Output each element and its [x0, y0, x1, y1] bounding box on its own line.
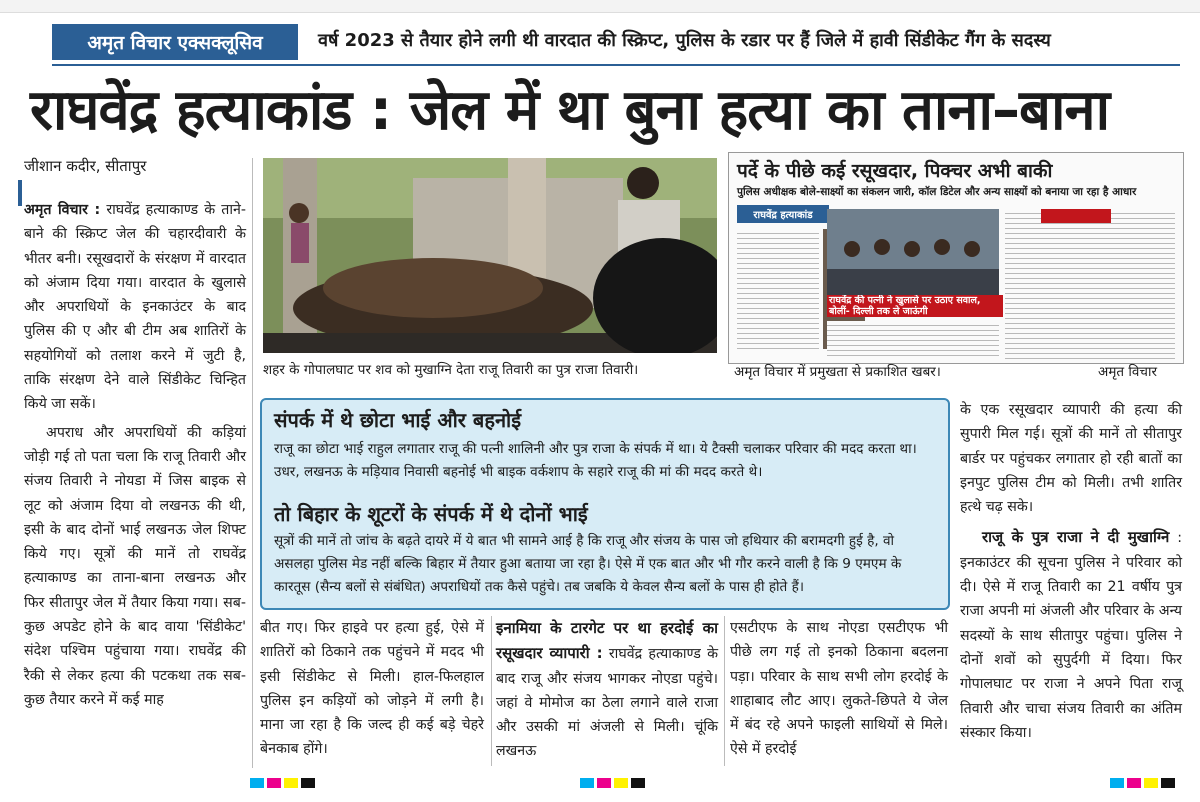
kicker-line: वर्ष 2023 से तैयार होने लगी थी वारदात की स्क्रिप्ट, पुलिस के रडार पर हैं जिले में हावी सिंडीकेट गैंग के सदस्य — [318, 30, 1051, 51]
main-headline: राघवेंद्र हत्याकांड : जेल में था बुना हत्या का ताना–बाना — [30, 78, 1110, 143]
article-column-1 — [24, 198, 246, 712]
col3-subhead: इनामिया के टारगेट पर था हरदोई का रसूखदार व्यापारी : — [496, 619, 718, 663]
clipping-credit: अमृत विचार — [1098, 364, 1157, 380]
box-heading-1: संपर्क में थे छोटा भाई और बहनोई — [274, 408, 522, 432]
clipping-inner-headline: राघवेंद्र की पत्नी ने खुलासे पर उठाए सवाल, बोलीं- दिल्ली तक ले जाऊंगी — [827, 295, 1003, 317]
col5-top: के एक रसूखदार व्यापारी की हत्या की सुपारी मिल गई। सूत्रों की मानें तो सीतापुर बार्डर पर पहुंचकर लगातार हो रही बातों का इनपुट पुलिस टीम को मिली। तभी शातिर हत्थे चढ़ सके। — [960, 402, 1182, 516]
column-rule — [252, 158, 253, 768]
byline: जीशान कदीर, सीतापुर — [24, 157, 147, 175]
col5-text: : इनकाउंटर की सूचना पुलिस ने परिवार को दी। ऐसे में राजू तिवारी का 21 वर्षीय पुत्र राजा अपनी मां अंजली और परिवार के अन्य सदस्यों के साथ सीतापुर पहुंचा। पुलिस ने दोनों शवों को सुपुर्दगी में दिया। फिर गोपालघाट पर राजा ने अपने पिता राजू तिवारी और चाचा संजय तिवारी का अंतिम संस्कार किया। — [960, 530, 1182, 741]
exclusive-tag: अमृत विचार एक्सक्लूसिव — [52, 24, 298, 60]
photo-caption: शहर के गोपालघाट पर शव को मुखाग्नि देता राजू तिवारी का पुत्र राजा तिवारी। — [263, 362, 639, 378]
registration-marks-right — [1110, 778, 1175, 788]
top-strip — [0, 0, 1200, 13]
article-column-4: एसटीएफ के साथ नोएडा एसटीएफ भी पीछे लग गई तो इनको ठिकाना बदलना पड़ा। परिवार के साथ सभी लोग हरदोई के शाहाबाद लौट आए। लुकते-छिपते ये जेल में बंद रहे अपने फाइली साथियों से मिले। ऐसे में हरदोई — [730, 620, 948, 758]
clipping-text-3 — [1005, 209, 1175, 359]
clipping-photo-illustration — [827, 209, 999, 305]
photo-illustration — [263, 158, 717, 353]
edge-mark — [18, 180, 22, 206]
col1-para-1: राघवेंद्र हत्याकाण्ड के ताने-बाने की स्क्रिप्ट जेल की चहारदीवारी के भीतर बनी। रसूखदारों के संरक्षण में वारदात को अंजाम दिया गया। वारदात के खुलासे और अपराधियों के इनकाउंटर के बाद पुलिस की ए और बी टीम अब शातिरों के सहयोगियों को तलाश करने में जुटी है, ताकि संरक्षण देने वाले सिंडीकेट चिन्हित किये जा सकें। — [24, 202, 247, 413]
info-box — [260, 398, 950, 610]
clipping-subhead: पुलिस अधीक्षक बोले-साक्ष्यों का संकलन जारी, कॉल डिटेल और अन्य साक्ष्यों को बनाया जा रहा है आधार — [737, 186, 1137, 198]
clipping-photo — [827, 209, 999, 305]
article-column-3 — [496, 616, 718, 764]
clipping-headline: पर्दे के पीछे कई रसूखदार, पिक्चर अभी बाकी — [737, 160, 1053, 182]
kicker-rule — [52, 64, 1180, 66]
clipping-text-1 — [737, 229, 819, 349]
box-text-1: राजू का छोटा भाई राहुल लगातार राजू की पत्नी शालिनी और पुत्र राजा के संपर्क में था। ये टैक्सी चलाकर परिवार की मदद करता था। उधर, लखनऊ के मड़ियाव निवासी बहनोई भी बाइक वर्कशाप के सहारे राजू की मां की मदद करते थे। — [274, 441, 917, 480]
lead-label: अमृत विचार : — [24, 202, 101, 218]
col3-text: राघवेंद्र हत्याकाण्ड के बाद राजू और संजय भागकर नोएडा पहुंचे। जहां वे मोमोज का ठेला लगाने वाले राजा और उसकी मां अंजली से मिली। चूंकि लखनऊ — [496, 646, 719, 760]
registration-marks-left — [250, 778, 315, 788]
article-column-5 — [960, 398, 1182, 745]
clipping-caption: अमृत विचार में प्रमुखता से प्रकाशित खबर। — [734, 364, 941, 380]
col5-subhead: राजू के पुत्र राजा ने दी मुखाग्नि — [982, 528, 1170, 547]
article-column-2: बीत गए। फिर हाइवे पर हत्या हुई, ऐसे में शातिरों को ठिकाने तक पहुंचने में मदद भी इसी सिंडीकेट से मिली। हाल-फिलहाल पुलिस इन कड़ियों को जोड़ने में लगी है। माना जा रहा है कि जल्द ही कई बड़े चेहरे बेनकाब होंगे। — [260, 620, 484, 758]
box-heading-2: तो बिहार के शूटरों के संपर्क में थे दोनों भाई — [274, 502, 588, 526]
registration-marks-center — [580, 778, 645, 788]
clipping-red-tag — [1041, 209, 1111, 223]
clipping-text-2 — [827, 321, 999, 359]
box-text-2: सूत्रों की मानें तो जांच के बढ़ते दायरे में ये बात भी सामने आई है कि राजू और संजय के पास जो हथियार की बरामदगी हुई है, वो असलहा पुलिस मेड नहीं बल्कि बिहार में तैयार हुआ बताया जा रहा है। ऐसे में एक बात और भी गौर करने वाली है कि 9 एमएम के कारतूस (सैन्य बलों से संबंधित) अपराधियों तक कैसे पहुंचे। तब जबकि ये केवल सैन्य बलों के पास ही होते हैं। — [274, 533, 902, 595]
column-rule — [491, 616, 492, 766]
column-rule — [724, 616, 725, 766]
col1-para-2: अपराध और अपराधियों की कड़ियां जोड़ी गई तो पता चला कि राजू तिवारी और संजय तिवारी ने नोयडा में जिस बाइक से लूट को अंजाम दिया वो लखनऊ की थी, इसी के बाद दोनों भाई लखनऊ जेल शिफ्ट किये गए। सूत्रों की मानें तो राघवेंद्र हत्याकाण्ड का ताना-बाना लखनऊ और फिर सीतापुर जेल में तैयार किया गया। सब-कुछ अपडेट होने के बाद वाया 'सिंडीकेट' संदेश पश्चिम पहुंचाया गया। राघवेंद्र की रैकी से लेकर हत्या की पटकथा तक सब-कुछ तैयार करने में कई माह — [24, 424, 246, 708]
previous-clipping — [728, 152, 1184, 364]
cremation-photo — [263, 158, 717, 353]
clipping-tag: राघवेंद्र हत्याकांड — [737, 205, 829, 223]
